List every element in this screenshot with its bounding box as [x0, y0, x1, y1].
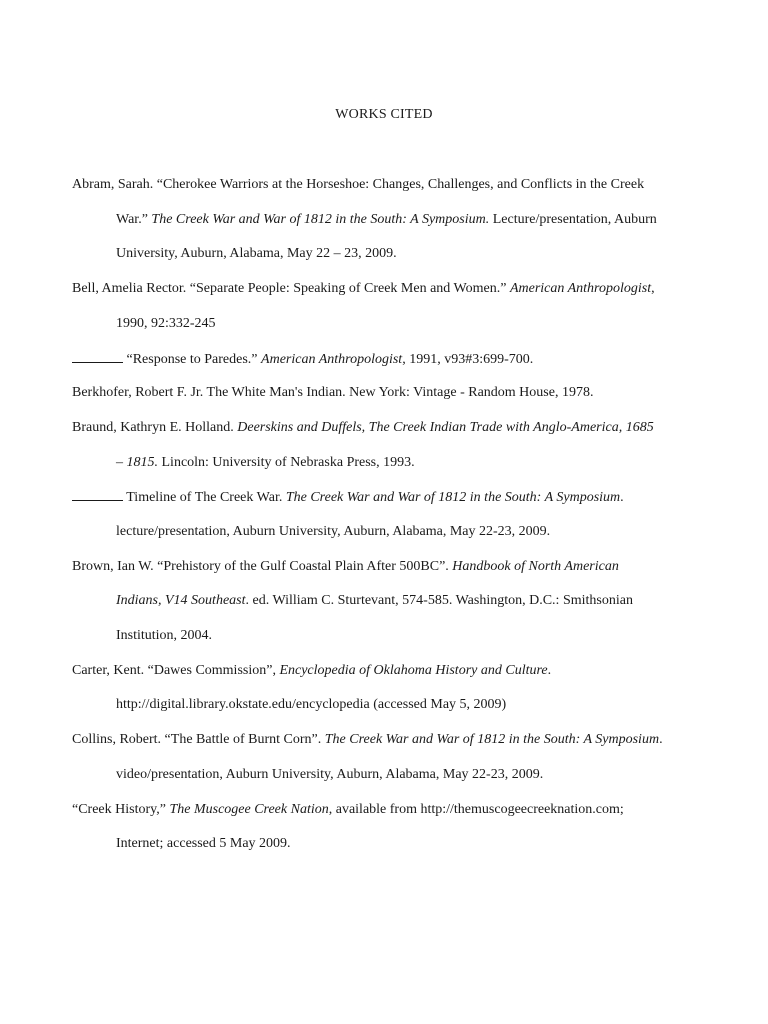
citation-entry	[72, 176, 692, 280]
citation-line	[72, 350, 692, 385]
citation-title-italic: American Anthropologist	[509, 281, 652, 297]
citation-text: . ed. William C. Sturtevant, 574-585. Washington, D.C.: Smithsonian	[245, 593, 633, 609]
citation-text: .	[547, 662, 552, 678]
citation-line	[72, 488, 692, 523]
citation-text: Internet; accessed 5 May 2009.	[116, 836, 291, 852]
citation-line	[72, 592, 692, 627]
citation-text: ,	[651, 281, 655, 297]
citation-line	[72, 523, 692, 558]
citation-title-italic: Handbook of North American	[452, 558, 619, 574]
citation-title-italic: The Creek War and War of 1812 in the South: A Symposium	[285, 490, 621, 506]
citation-text: 1990, 92:332-245	[116, 315, 216, 331]
citation-text: “Response to Paredes.”	[123, 351, 262, 367]
citation-text: Lecture/presentation, Auburn	[489, 211, 657, 227]
citation-entry	[72, 384, 692, 419]
citation-line	[72, 835, 692, 870]
citation-line	[72, 801, 692, 836]
citation-text: Berkhofer, Robert F. Jr. The White Man's Indian. New York: Vintage - Random House, 1978.	[72, 385, 594, 401]
repeat-author-rule	[72, 488, 123, 501]
citation-entry	[72, 731, 692, 800]
citation-entry	[72, 801, 692, 870]
citation-title-italic: American Anthropologist	[261, 351, 403, 367]
citation-text: Collins, Robert. “The Battle of Burnt Corn”.	[72, 732, 325, 748]
citation-text: Bell, Amelia Rector. “Separate People: Speaking of Creek Men and Women.”	[72, 281, 510, 297]
page-title: WORKS CITED	[335, 107, 433, 122]
citation-title-italic: The Creek War and War of 1812 in the South: A Symposium	[324, 732, 660, 748]
citation-line	[72, 627, 692, 662]
citation-title-italic: The Creek War and War of 1812 in the South: A Symposium.	[151, 211, 490, 227]
citation-entry	[72, 488, 692, 557]
citation-line	[72, 731, 692, 766]
citation-line	[72, 766, 692, 801]
citation-line	[72, 696, 692, 731]
citation-line	[72, 176, 692, 211]
citation-text: Carter, Kent. “Dawes Commission”,	[72, 662, 280, 678]
citation-text: Timeline of The Creek War.	[123, 490, 286, 506]
citation-text: Lincoln: University of Nebraska Press, 1993.	[158, 454, 415, 470]
citation-entry	[72, 419, 692, 488]
citation-text: Braund, Kathryn E. Holland.	[72, 419, 238, 435]
citation-text: Institution, 2004.	[116, 628, 213, 644]
citation-entry	[72, 662, 692, 731]
citation-entry	[72, 558, 692, 662]
citation-text: .	[659, 732, 663, 748]
citation-text: , 1991, v93#3:699-700.	[402, 351, 534, 367]
citation-line	[72, 558, 692, 593]
citation-title-italic: Encyclopedia of Oklahoma History and Culture	[279, 662, 548, 678]
citation-title-italic: Indians, V14 Southeast	[116, 593, 246, 609]
citation-line	[72, 245, 692, 280]
citation-text: “Creek History,”	[72, 801, 170, 817]
citation-title-italic: The Muscogee Creek Nation	[169, 801, 329, 817]
citation-entry	[72, 280, 692, 349]
citation-line	[72, 662, 692, 697]
citation-text: Brown, Ian W. “Prehistory of the Gulf Coastal Plain After 500BC”.	[72, 558, 453, 574]
citation-text: , available from http://themuscogeecreeknation.com;	[328, 801, 624, 817]
citation-text: War.”	[116, 211, 152, 227]
citation-title-italic: Deerskins and Duffels, The Creek Indian Trade with Anglo-America, 1685	[237, 419, 654, 435]
repeat-author-rule	[72, 350, 123, 363]
citation-text: .	[620, 490, 624, 506]
citation-text: video/presentation, Auburn University, Auburn, Alabama, May 22-23, 2009.	[116, 766, 544, 782]
citation-text: Abram, Sarah. “Cherokee Warriors at the Horseshoe: Changes, Challenges, and Conflicts in the Creek	[72, 177, 645, 192]
citation-line	[72, 211, 692, 246]
citation-entry	[72, 350, 692, 385]
citation-line	[72, 384, 692, 419]
citation-line	[72, 419, 692, 454]
citation-line	[72, 280, 692, 315]
citation-title-italic: – 1815.	[116, 454, 158, 470]
citation-text: University, Auburn, Alabama, May 22 – 23, 2009.	[116, 246, 397, 262]
citation-line	[72, 454, 692, 489]
citation-text: http://digital.library.okstate.edu/encyclopedia (accessed May 5, 2009)	[116, 697, 507, 713]
citation-text: lecture/presentation, Auburn University, Auburn, Alabama, May 22-23, 2009.	[116, 523, 551, 539]
citation-line	[72, 315, 692, 350]
